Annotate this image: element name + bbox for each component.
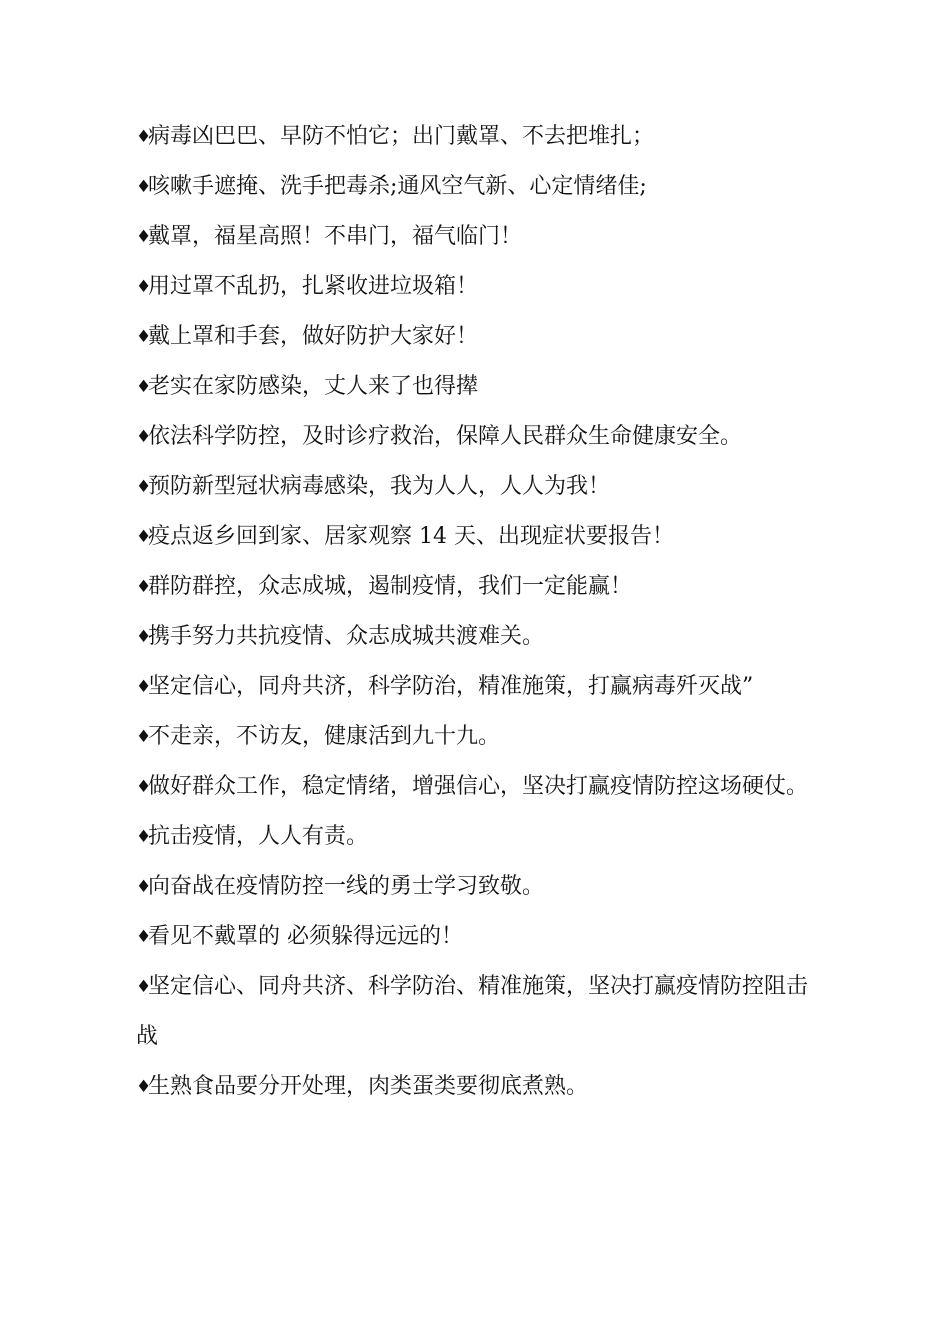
diamond-bullet-icon: ♦ [136, 277, 152, 297]
list-item-text: 抗击疫情，人人有责。 [148, 824, 369, 849]
diamond-bullet-icon: ♦ [136, 177, 152, 197]
diamond-bullet-icon: ♦ [136, 427, 152, 447]
list-item [136, 1062, 816, 1112]
diamond-bullet-icon: ♦ [136, 927, 152, 947]
list-item [136, 912, 816, 962]
list-item-text: 疫点返乡回到家、居家观察 14 天、出现症状要报告！ [148, 524, 674, 549]
diamond-bullet-icon: ♦ [136, 727, 152, 747]
list-item-text: 坚定信心，同舟共济，科学防治，精准施策，打赢病毒歼灭战” [148, 674, 754, 699]
diamond-bullet-icon: ♦ [136, 827, 152, 847]
list-item [136, 512, 816, 562]
list-item-text: 坚定信心、同舟共济、科学防治、精准施策，坚决打赢疫情防控阻击战 [136, 974, 809, 1049]
list-item-text: 依法科学防控，及时诊疗救治，保障人民群众生命健康安全。 [148, 424, 743, 449]
list-item-text: 看见不戴罩的 必须躲得远远的！ [148, 924, 463, 949]
diamond-bullet-icon: ♦ [136, 627, 152, 647]
diamond-bullet-icon: ♦ [136, 227, 152, 247]
slogan-list [136, 112, 816, 1112]
list-item [136, 812, 816, 862]
diamond-bullet-icon: ♦ [136, 377, 152, 397]
list-item [136, 762, 816, 812]
list-item-text: 戴上罩和手套，做好防护大家好！ [148, 324, 479, 349]
list-item-text: 不走亲，不访友，健康活到九十九。 [148, 724, 501, 749]
list-item [136, 262, 816, 312]
list-item [136, 162, 816, 212]
list-item-text: 咳嗽手遮掩、洗手把毒杀;通风空气新、心定情绪佳; [148, 174, 647, 199]
diamond-bullet-icon: ♦ [136, 327, 152, 347]
list-item [136, 112, 816, 162]
list-item-text: 生熟食品要分开处理，肉类蛋类要彻底煮熟。 [148, 1074, 589, 1099]
diamond-bullet-icon: ♦ [136, 777, 152, 797]
list-item-text: 老实在家防感染，丈人来了也得撵 [148, 374, 479, 399]
list-item [136, 562, 816, 612]
diamond-bullet-icon: ♦ [136, 127, 152, 147]
list-item-text: 向奋战在疫情防控一线的勇士学习致敬。 [148, 874, 545, 899]
diamond-bullet-icon: ♦ [136, 977, 152, 997]
list-item [136, 312, 816, 362]
list-item [136, 712, 816, 762]
diamond-bullet-icon: ♦ [136, 477, 152, 497]
list-item [136, 662, 816, 712]
diamond-bullet-icon: ♦ [136, 527, 152, 547]
list-item [136, 412, 816, 462]
list-item-text: 戴罩，福星高照！不串门，福气临门！ [148, 224, 523, 249]
list-item-text: 携手努力共抗疫情、众志成城共渡难关。 [148, 624, 545, 649]
list-item [136, 612, 816, 662]
list-item [136, 212, 816, 262]
list-item-text: 做好群众工作，稳定情绪，增强信心，坚决打赢疫情防控这场硬仗。 [148, 774, 809, 799]
list-item [136, 862, 816, 912]
list-item [136, 362, 816, 412]
list-item-text: 病毒凶巴巴、早防不怕它；出门戴罩、不去把堆扎； [148, 124, 655, 149]
list-item-text: 预防新型冠状病毒感染，我为人人，人人为我！ [148, 474, 611, 499]
list-item [136, 462, 816, 512]
list-item-text: 群防群控，众志成城，遏制疫情，我们一定能赢！ [148, 574, 633, 599]
diamond-bullet-icon: ♦ [136, 677, 152, 697]
diamond-bullet-icon: ♦ [136, 877, 152, 897]
diamond-bullet-icon: ♦ [136, 577, 152, 597]
list-item-text: 用过罩不乱扔，扎紧收进垃圾箱！ [148, 274, 479, 299]
list-item [136, 962, 816, 1062]
diamond-bullet-icon: ♦ [136, 1077, 152, 1097]
